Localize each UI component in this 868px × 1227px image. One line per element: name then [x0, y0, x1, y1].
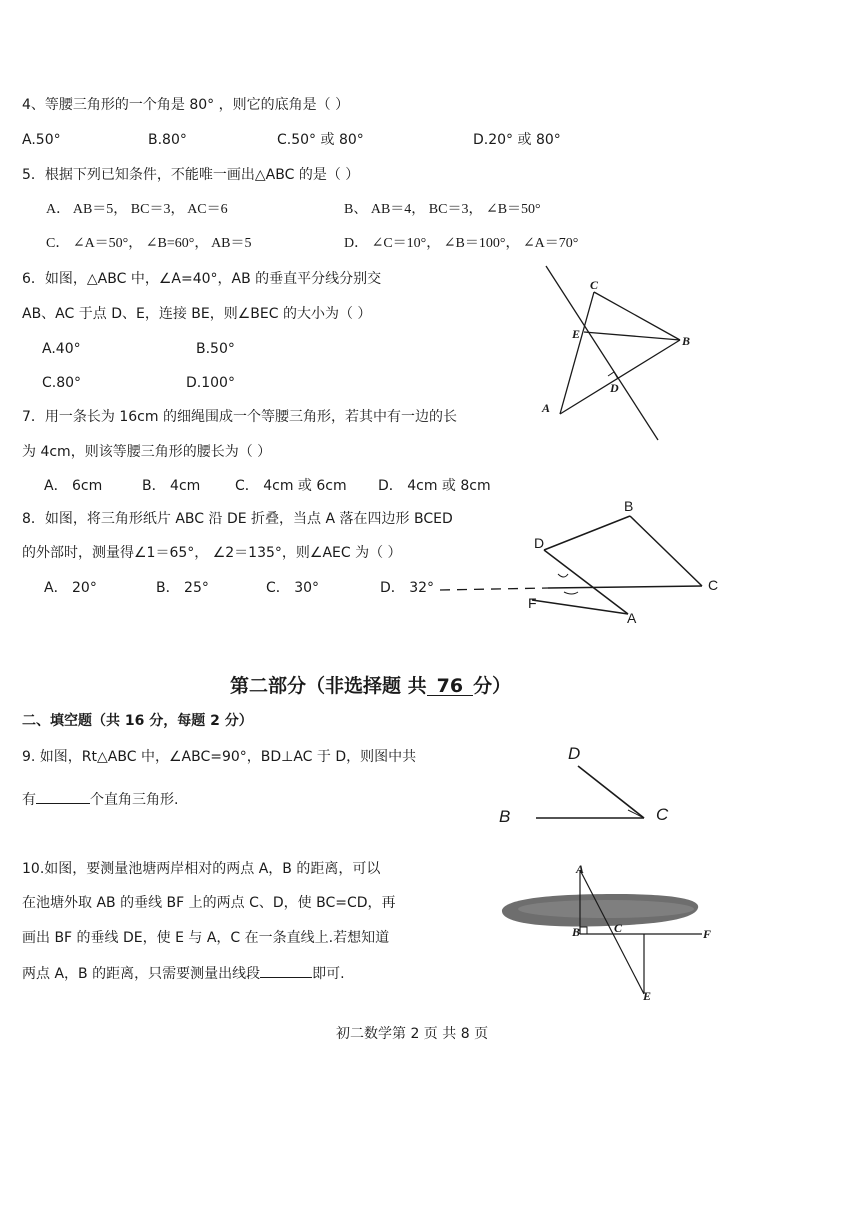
q6-option-c: C.80°: [42, 375, 82, 391]
q10-label-a: A: [576, 862, 585, 876]
q6-label-e: E: [572, 327, 581, 341]
q10-label-f: F: [703, 927, 712, 941]
page-footer: 初二数学第 2 页 共 8 页: [336, 1026, 489, 1042]
q8-label-c: C: [708, 577, 719, 593]
q5-option-c: C． ∠A＝50°， ∠B=60°， AB＝5: [46, 236, 252, 251]
q5-option-d: D． ∠C＝10°， ∠B＝100°， ∠A＝70°: [344, 236, 579, 251]
q7-option-d: D． 4cm 或 8cm: [378, 478, 491, 494]
q10-line2: 在池塘外取 AB 的垂线 BF 上的两点 C、D，使 BC=CD，再: [22, 895, 396, 911]
q10-answer-blank[interactable]: [260, 963, 312, 978]
part2-heading: [230, 677, 511, 696]
q10-line3: 画出 BF 的垂线 DE，使 E 与 A，C 在一条直线上.若想知道: [22, 930, 390, 946]
q10-line4-suffix: 即可.: [312, 966, 345, 982]
q6-line2: AB、AC 于点 D、E，连接 BE，则∠BEC 的大小为（ ）: [22, 306, 372, 322]
q9-label-d: D: [568, 744, 581, 763]
q8-line1: 8．如图，将三角形纸片 ABC 沿 DE 折叠，当点 A 落在四边形 BCED: [22, 511, 453, 527]
q6-label-b: B: [682, 334, 691, 348]
q10-line4: [22, 963, 345, 983]
q10-label-b: B: [572, 925, 581, 939]
q6-label-d: D: [610, 381, 619, 395]
q8-label-a: A: [627, 610, 637, 626]
q9-answer-blank[interactable]: [36, 789, 90, 804]
q4-option-a: A.50°: [22, 132, 61, 148]
q9-line2-prefix: 有: [22, 792, 36, 808]
q5-option-b: B、 AB＝4， BC＝3， ∠B＝50°: [344, 202, 541, 217]
q8-option-d: D． 32°: [380, 580, 435, 596]
q9-label-c: C: [656, 805, 669, 824]
q8-label-b: B: [624, 498, 634, 514]
q7-option-a: A． 6cm: [44, 478, 103, 494]
q9-line1: 9. 如图，Rt△ABC 中，∠ABC=90°，BD⊥AC 于 D，则图中共: [22, 749, 417, 765]
q8-option-c: C． 30°: [266, 580, 320, 596]
q6-option-b: B.50°: [196, 341, 235, 357]
q8-option-a: A． 20°: [44, 580, 97, 596]
q10-label-e: E: [643, 989, 652, 1003]
q7-option-b: B． 4cm: [142, 478, 201, 494]
q6-option-a: A.40°: [42, 341, 81, 357]
q4-option-d: D.20° 或 80°: [473, 132, 561, 148]
q9-label-b: B: [499, 807, 511, 826]
q4-stem: 4、等腰三角形的一个角是 80° ，则它的底角是（ ）: [22, 97, 350, 113]
q7-option-c: C． 4cm 或 6cm: [235, 478, 347, 494]
q4-option-c: C.50° 或 80°: [277, 132, 364, 148]
q7-line2: 为 4cm，则该等腰三角形的腰长为（ ）: [22, 444, 272, 460]
section-2-heading: 二、填空题（共 16 分，每题 2 分）: [22, 713, 253, 729]
part2-score: 76: [427, 677, 473, 696]
q8-figure: [440, 496, 730, 632]
q9-line2: [22, 789, 178, 809]
q8-label-d: D: [534, 535, 545, 551]
q5-option-a: A． AB＝5， BC＝3， AC＝6: [46, 202, 228, 217]
q4-option-b: B.80°: [148, 132, 187, 148]
q10-label-c: C: [614, 921, 623, 935]
q5-stem: 5．根据下列已知条件，不能唯一画出△ABC 的是（ ）: [22, 167, 360, 183]
q10-figure: [496, 862, 716, 1002]
q6-figure: [530, 262, 691, 442]
q10-line1: 10.如图，要测量池塘两岸相对的两点 A，B 的距离，可以: [22, 861, 381, 877]
q8-label-f: F: [528, 595, 537, 611]
q9-figure: [496, 740, 676, 830]
q6-option-d: D.100°: [186, 375, 235, 391]
q8-option-b: B． 25°: [156, 580, 209, 596]
q6-label-a: A: [542, 401, 551, 415]
q8-line2: 的外部时，测量得∠1＝65°， ∠2＝135°，则∠AEC 为（ ）: [22, 545, 402, 561]
q6-line1: 6．如图，△ABC 中，∠A=40°，AB 的垂直平分线分别交: [22, 271, 382, 287]
q9-line2-suffix: 个直角三角形.: [90, 792, 179, 808]
part2-title-suffix: 分）: [473, 675, 512, 697]
q6-label-c: C: [590, 278, 599, 292]
part2-title-prefix: 第二部分（非选择题 共: [230, 675, 427, 697]
q7-line1: 7．用一条长为 16cm 的细绳围成一个等腰三角形，若其中有一边的长: [22, 409, 457, 425]
q10-line4-prefix: 两点 A，B 的距离，只需要测量出线段: [22, 966, 261, 982]
